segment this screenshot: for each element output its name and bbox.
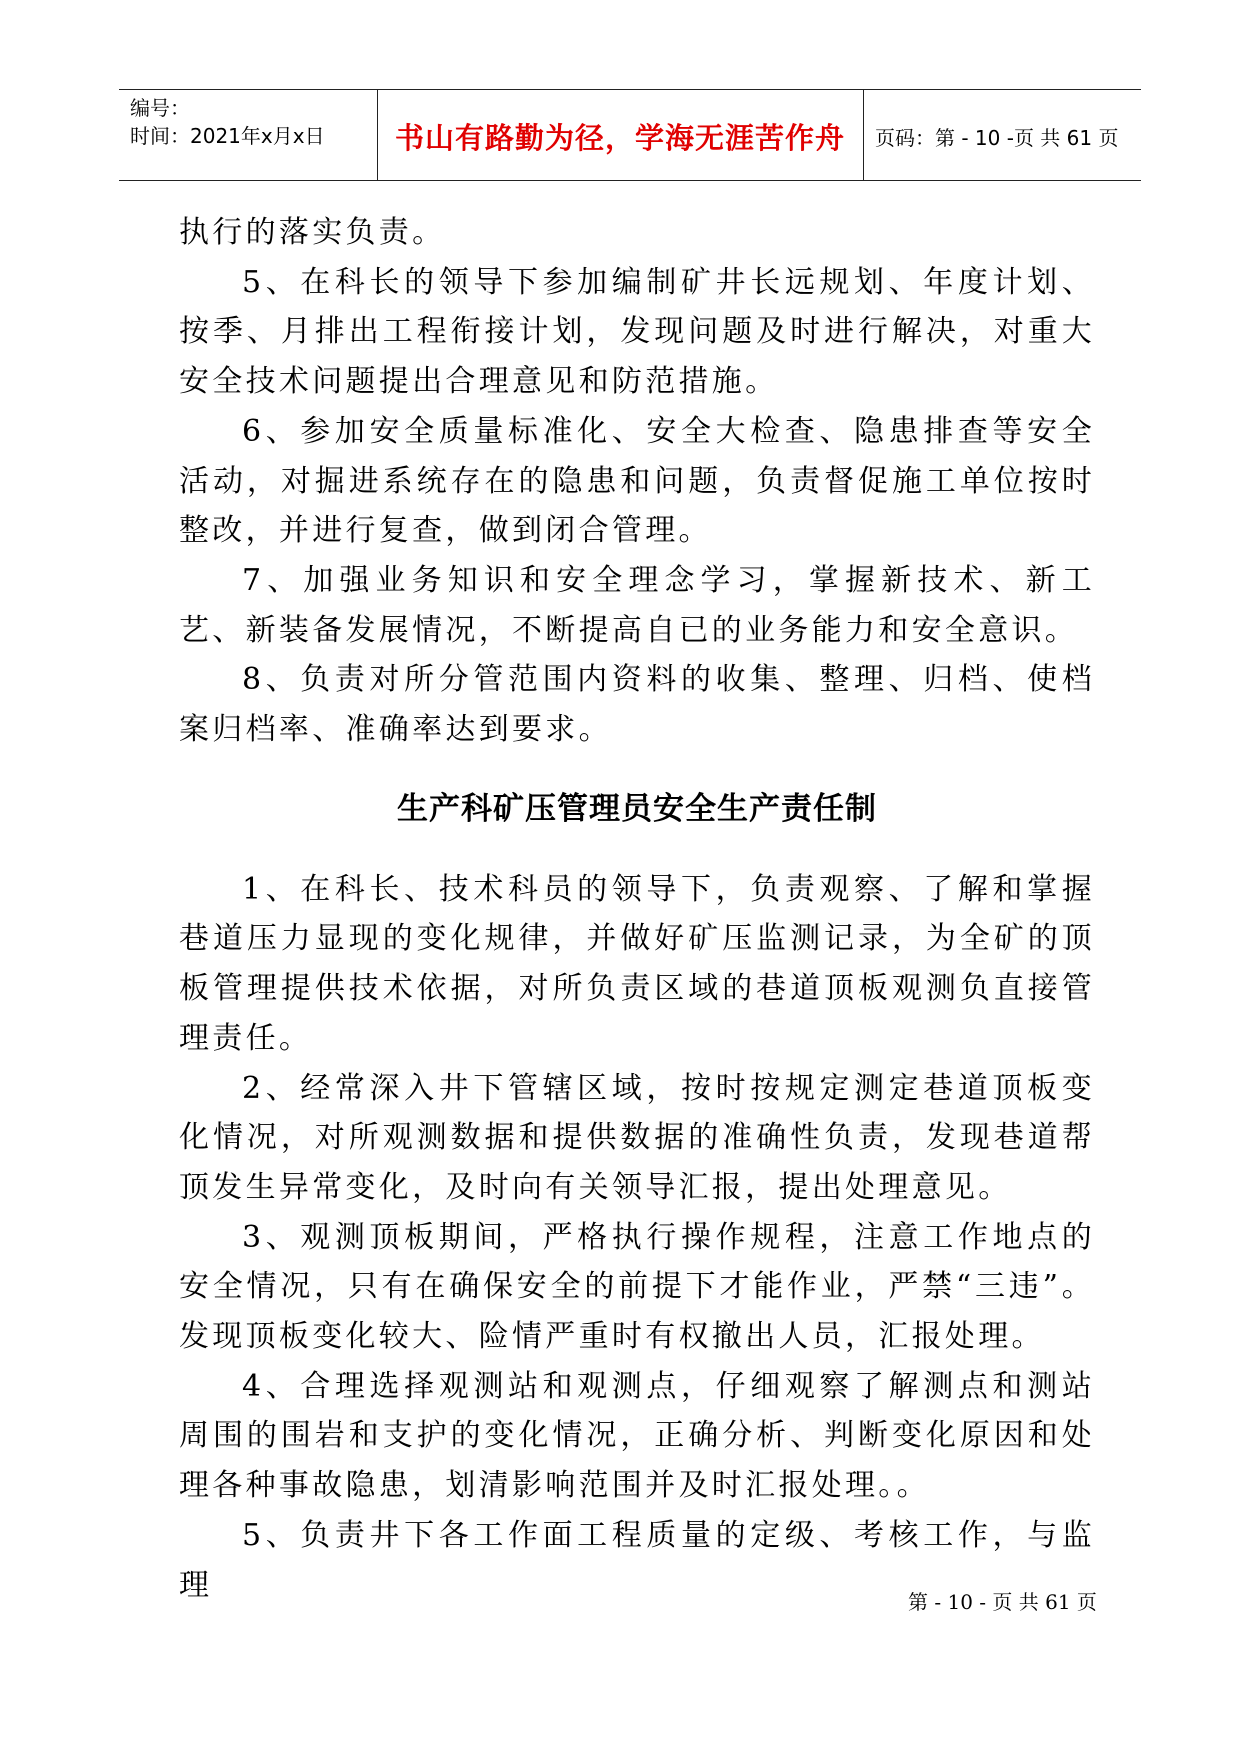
section-title: 生产科矿压管理员安全生产责任制 xyxy=(397,790,877,827)
paragraph: 1、在科长、技术科员的领导下，负责观察、了解和掌握巷道压力显现的变化规律，并做好矿压监测记录，为全矿的顶板管理提供技术依据，对所负责区域的巷道顶板观测负直接管理责任。 xyxy=(179,871,1095,1056)
paragraph: 4、合理选择观测站和观测点，仔细观察了解测点和测站周围的围岩和支护的变化情况，正确分析、判断变化原因和处理各种事故隐患，划清影响范围并及时汇报处理。。 xyxy=(179,1368,1095,1504)
document-time-label: 时间：2021年x月x日 xyxy=(130,124,325,148)
paragraph: 2、经常深入井下管辖区域，按时按规定测定巷道顶板变化情况，对所观测数据和提供数据的准确性负责，发现巷道帮顶发生异常变化，及时向有关领导汇报，提出处理意见。 xyxy=(179,1070,1095,1205)
paragraph: 5、在科长的领导下参加编制矿井长远规划、年度计划、按季、月排出工程衔接计划，发现问题及时进行解决，对重大安全技术问题提出合理意见和防范措施。 xyxy=(179,264,1095,400)
document-number-label: 编号： xyxy=(130,96,190,120)
header-page-code: 页码：第 - 10 -页 共 61 页 xyxy=(875,125,1119,150)
paragraph: 6、参加安全质量标准化、安全大检查、隐患排查等安全活动，对掘进系统存在的隐患和问题，负责督促施工单位按时整改，并进行复查，做到闭合管理。 xyxy=(179,413,1095,549)
paragraph: 3、观测顶板期间，严格执行操作规程，注意工作地点的安全情况，只有在确保安全的前提下才能作业，严禁“三违”。发现顶板变化较大、险情严重时有权撤出人员，汇报处理。 xyxy=(179,1219,1095,1355)
header-motto: 书山有路勤为径，学海无涯苦作舟 xyxy=(394,120,845,155)
header-divider xyxy=(863,90,864,180)
paragraph: 执行的落实负责。 xyxy=(179,215,446,250)
document-body xyxy=(179,208,1095,1610)
header-table xyxy=(119,89,1141,181)
footer-page-number: 第 - 10 - 页 共 61 页 xyxy=(908,1590,1097,1614)
paragraph: 5、负责井下各工作面工程质量的定级、考核工作，与监理 xyxy=(179,1517,1095,1603)
paragraph: 7、加强业务知识和安全理念学习，掌握新技术、新工艺、新装备发展情况，不断提高自已的业务能力和安全意识。 xyxy=(179,562,1095,648)
header-meta xyxy=(130,94,375,150)
paragraph: 8、负责对所分管范围内资料的收集、整理、归档、使档案归档率、准确率达到要求。 xyxy=(179,662,1095,748)
